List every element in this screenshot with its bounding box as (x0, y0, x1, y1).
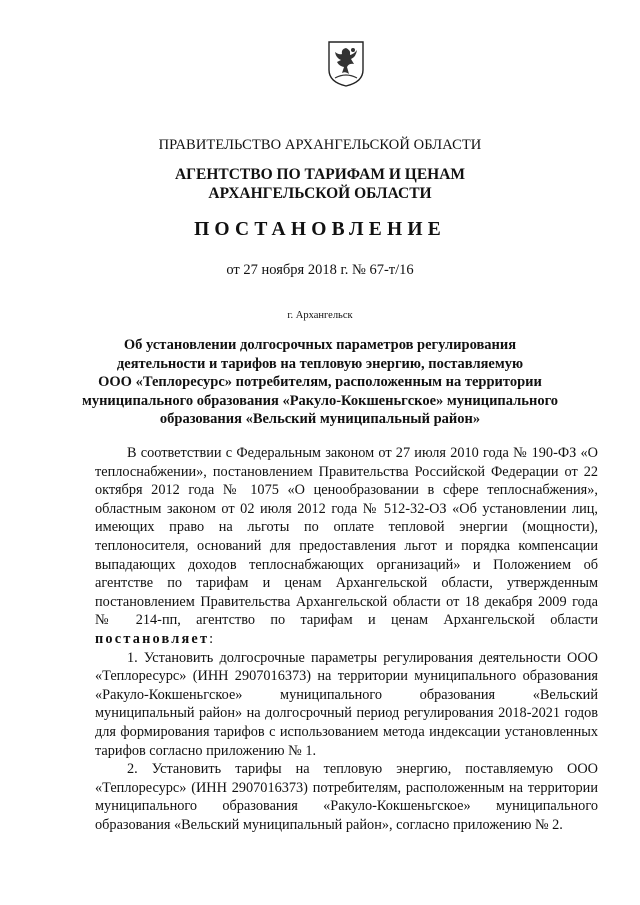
resolves-colon: : (209, 630, 214, 647)
document-body (95, 444, 598, 834)
preamble-text: В соответствии с Федеральным законом от 27 июля 2010 года № 190-ФЗ «О теплоснабжении», постановлением Правительства Российской Федерации от 22 октября 2012 года № 1075 «О ценообразовании в сфере теплоснабжения», областным законом от 02 июля 2012 года № 512-32-ОЗ «Об установлении лиц, имеющих право на льготы по оплате тепловой энергии (мощности), теплоносителя, оснований для предоставления льгот и порядка компенсации выпадающих доходов теплоснабжающих организаций» и Положением об агентстве по тарифам и ценам Архангельской области, утвержденным постановлением Правительства Архангельской области от 18 декабря 2009 года № 214-пп, агентство по тарифам и ценам Архангельской области (95, 445, 598, 629)
agency-name (0, 165, 640, 203)
resolves-word: постановляет (95, 630, 210, 647)
item-2-paragraph: 2. Установить тарифы на тепловую энергию, поставляемую ООО «Теплоресурс» (ИНН 2907016373) потребителям, расположенным на территории муниципального образования «Ракуло-Кокшеньгское» муниципального образования «Вельский муниципальный район», согласно приложению № 2. (95, 761, 598, 833)
subject-line: образования «Вельский муниципальный район» (159, 411, 481, 427)
agency-name-line: АГЕНТСТВО ПО ТАРИФАМ И ЦЕНАМ (174, 166, 466, 183)
agency-name-line: АРХАНГЕЛЬСКОЙ ОБЛАСТИ (208, 185, 432, 202)
document-date-number: от 27 ноября 2018 г. № 67-т/16 (226, 262, 414, 278)
subject-line: муниципального образования «Ракуло-Кокшеньгское» муниципального (81, 392, 559, 409)
document-city: г. Архангельск (287, 310, 353, 321)
document-subject (60, 336, 580, 429)
subject-line: деятельности и тарифов на тепловую энергию, поставляемую (116, 355, 524, 372)
subject-line: ООО «Теплоресурс» потребителям, расположенным на территории (98, 374, 542, 390)
preamble-paragraph (95, 444, 598, 649)
document-type: ПОСТАНОВЛЕНИЕ (194, 219, 446, 240)
arkhangelsk-coat-of-arms-icon (327, 40, 365, 88)
government-name: ПРАВИТЕЛЬСТВО АРХАНГЕЛЬСКОЙ ОБЛАСТИ (158, 137, 482, 153)
subject-line: Об установлении долгосрочных параметров регулирования (123, 337, 517, 353)
item-1-paragraph: 1. Установить долгосрочные параметры регулирования деятельности ООО «Теплоресурс» (ИНН 2907016373) на территории муниципального образования «Ракуло-Кокшеньгское» муниципального образования «Вельский муниципальный район» на долгосрочный период регулирования 2018-2021 годов для формирования тарифов с использованием метода индексации установленных тарифов согласно приложению № 1. (95, 649, 598, 759)
